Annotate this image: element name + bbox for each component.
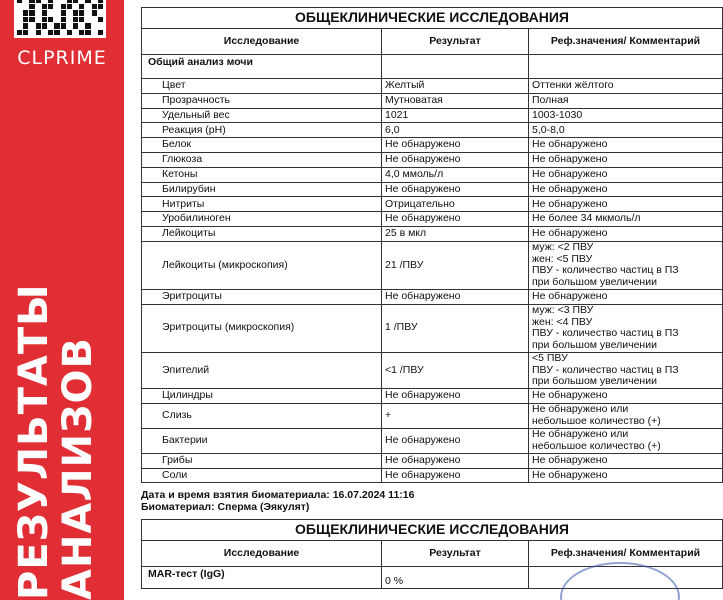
section-title: Общий анализ мочи: [142, 55, 382, 79]
test-ref: Не обнаружено: [529, 167, 723, 182]
test-name: MAR-тест (IgG): [142, 567, 382, 589]
test-result: 0 %: [382, 567, 529, 589]
ref-line: Не обнаружено или: [532, 428, 629, 441]
test-name: Нитриты: [142, 197, 382, 212]
test-name: Грибы: [142, 453, 382, 468]
col-header-result: Результат: [382, 541, 529, 567]
table-row: [142, 389, 723, 404]
ref-line: ПВУ - количество частиц в ПЗ: [532, 363, 679, 376]
table-row: [142, 108, 723, 123]
test-name: Удельный вес: [142, 108, 382, 123]
ref-line: при большом увеличении: [532, 375, 657, 388]
test-result: 6,0: [382, 123, 529, 138]
table-row: [142, 428, 723, 453]
test-ref: 1003-1030: [529, 108, 723, 123]
ref-line: ПВУ - количество частиц в ПЗ: [532, 264, 679, 277]
test-name: Прозрачность: [142, 93, 382, 108]
table-row: [142, 93, 723, 108]
test-name: Эритроциты (микроскопия): [142, 304, 382, 352]
test-name: Реакция (pH): [142, 123, 382, 138]
table-row: [142, 352, 723, 389]
test-result: +: [382, 403, 529, 428]
test-name: Глюкоза: [142, 152, 382, 167]
test-result: Не обнаружено: [382, 389, 529, 404]
test-result: <1 /ПВУ: [382, 352, 529, 389]
table-row: [142, 226, 723, 241]
test-ref: Не обнаружено: [529, 226, 723, 241]
test-result: 1 /ПВУ: [382, 304, 529, 352]
test-ref: Не обнаружено: [529, 197, 723, 212]
test-ref: Не обнаружено: [529, 389, 723, 404]
ref-line: небольшое количество (+): [532, 439, 661, 452]
test-ref: Не обнаружено: [529, 152, 723, 167]
test-ref: [529, 403, 723, 428]
test-ref: Не обнаружено: [529, 289, 723, 304]
test-result: Не обнаружено: [382, 453, 529, 468]
table-row: [142, 167, 723, 182]
test-result: Желтый: [382, 79, 529, 94]
test-result: Не обнаружено: [382, 289, 529, 304]
test-result: 21 /ПВУ: [382, 241, 529, 289]
test-name: Кетоны: [142, 167, 382, 182]
ref-line: при большом увеличении: [532, 338, 657, 351]
ref-line: небольшое количество (+): [532, 414, 661, 427]
test-name: Белок: [142, 138, 382, 153]
test-ref: Оттенки жёлтого: [529, 79, 723, 94]
biomaterial: Биоматериал: Сперма (Эякулят): [141, 501, 310, 514]
table-row: [142, 289, 723, 304]
test-name: Соли: [142, 468, 382, 483]
test-result: Не обнаружено: [382, 152, 529, 167]
ref-line: при большом увеличении: [532, 275, 657, 288]
sample-meta: [141, 489, 723, 513]
table-row: [142, 453, 723, 468]
test-name: Слизь: [142, 403, 382, 428]
col-header-result: Результат: [382, 29, 529, 55]
test-result: Не обнаружено: [382, 138, 529, 153]
test-ref: [529, 241, 723, 289]
col-header-ref: Реф.значения/ Комментарий: [529, 541, 723, 567]
col-header-ref: Реф.значения/ Комментарий: [529, 29, 723, 55]
test-ref: Не обнаружено: [529, 138, 723, 153]
table-row: [142, 197, 723, 212]
ref-line: муж: <2 ПВУ: [532, 241, 594, 254]
report-title-2: ОБЩЕКЛИНИЧЕСКИЕ ИССЛЕДОВАНИЯ: [141, 519, 723, 540]
sample-datetime: Дата и время взятия биоматериала: 16.07.2024 11:16: [141, 489, 415, 502]
test-name: Эпителий: [142, 352, 382, 389]
table-row: [142, 468, 723, 483]
test-result: 25 в мкл: [382, 226, 529, 241]
test-ref: 5,0-8,0: [529, 123, 723, 138]
test-result: 1021: [382, 108, 529, 123]
test-result: Не обнаружено: [382, 428, 529, 453]
ref-line: муж: <3 ПВУ: [532, 304, 594, 317]
ref-line: ПВУ - количество частиц в ПЗ: [532, 327, 679, 340]
test-name: Эритроциты: [142, 289, 382, 304]
table-row: [142, 403, 723, 428]
test-result: Не обнаружено: [382, 468, 529, 483]
ref-line: <5 ПВУ: [532, 352, 568, 365]
test-ref: [529, 428, 723, 453]
test-ref: Полная: [529, 93, 723, 108]
results-table: [141, 28, 723, 483]
table-row: [142, 212, 723, 227]
test-name: Билирубин: [142, 182, 382, 197]
test-result: Не обнаружено: [382, 182, 529, 197]
col-header-test: Исследование: [142, 29, 382, 55]
test-name: Лейкоциты: [142, 226, 382, 241]
lab-report: [141, 7, 723, 589]
qr-code: [14, 0, 106, 38]
test-name: Цвет: [142, 79, 382, 94]
test-result: Не обнаружено: [382, 212, 529, 227]
brand-logo: CLPRIME: [17, 47, 107, 69]
test-result: 4,0 ммоль/л: [382, 167, 529, 182]
test-name: Лейкоциты (микроскопия): [142, 241, 382, 289]
ref-line: Не обнаружено или: [532, 403, 629, 416]
ref-line: жен: <5 ПВУ: [532, 252, 593, 265]
test-ref: Не обнаружено: [529, 468, 723, 483]
table-row: [142, 138, 723, 153]
table-row: [142, 304, 723, 352]
test-result: Мутноватая: [382, 93, 529, 108]
test-result: Отрицательно: [382, 197, 529, 212]
test-name: Бактерии: [142, 428, 382, 453]
test-ref: [529, 304, 723, 352]
table-row: [142, 182, 723, 197]
report-title: ОБЩЕКЛИНИЧЕСКИЕ ИССЛЕДОВАНИЯ: [141, 7, 723, 28]
test-ref: [529, 352, 723, 389]
table-row: [142, 79, 723, 94]
ref-line: жен: <4 ПВУ: [532, 315, 593, 328]
col-header-test: Исследование: [142, 541, 382, 567]
table-row: [142, 241, 723, 289]
brand-panel: [0, 0, 124, 600]
test-ref: Не обнаружено: [529, 182, 723, 197]
test-name: Цилиндры: [142, 389, 382, 404]
table-row: [142, 152, 723, 167]
test-name: Уробилиноген: [142, 212, 382, 227]
vertical-title: РЕЗУЛЬТАТЫ АНАЛИЗОВ: [11, 283, 101, 600]
test-ref: Не более 34 мкмоль/л: [529, 212, 723, 227]
table-row: [142, 123, 723, 138]
test-ref: Не обнаружено: [529, 453, 723, 468]
